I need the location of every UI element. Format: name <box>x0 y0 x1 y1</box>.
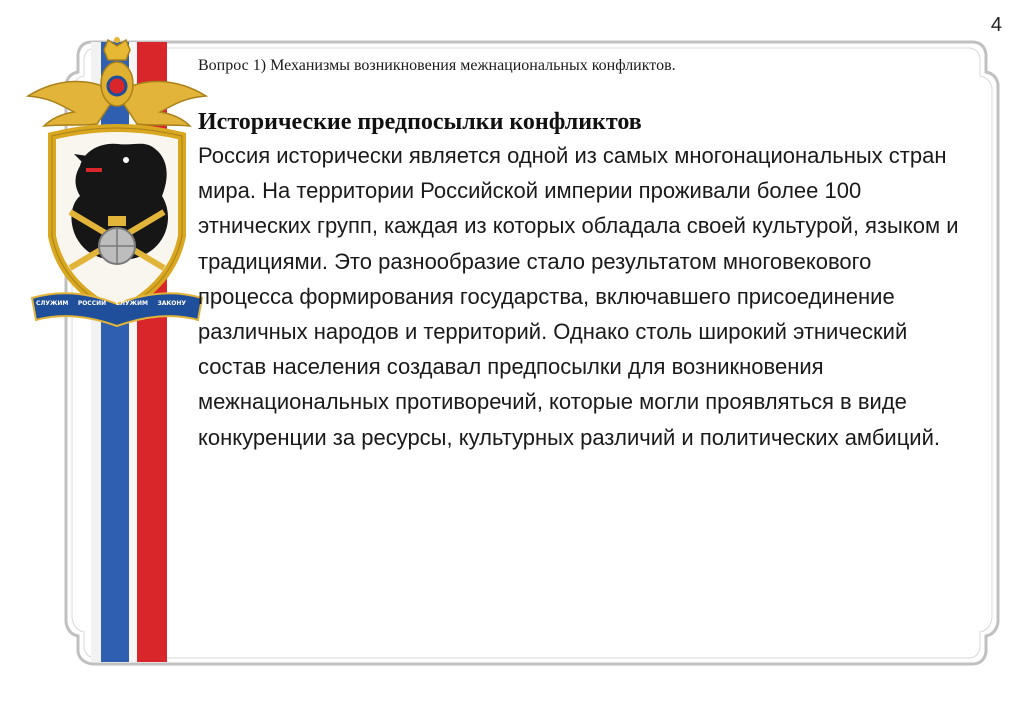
body-paragraph: Россия исторически является одной из самых многонациональных стран мира. На территории Российской империи проживали более 100 этнических групп, каждая из которых обладала своей культурой, языком и традициями. Это разнообразие стало результатом многовекового процесса формирования государства, включавшего присоединение различных народов и территорий. Однако столь широкий этнический состав населения создавал предпосылки для возникновения межнациональных противоречий, которые могли проявляться в виде конкуренции за ресурсы, культурных различий и политических амбиций. <box>198 143 959 450</box>
section-heading: Исторические предпосылки конфликтов <box>198 109 642 135</box>
ribbon-word-4: ЗАКОНУ <box>157 300 186 307</box>
ribbon-word-2: РОССИИ <box>77 300 107 307</box>
ribbon-word-1: СЛУЖИМ <box>36 300 69 307</box>
page-number: 4 <box>990 14 1002 36</box>
question-title: Вопрос 1) Механизмы возникновения межнациональных конфликтов. <box>198 57 676 74</box>
police-emblem-icon <box>22 36 212 336</box>
ribbon-word-3: СЛУЖИМ <box>115 300 148 307</box>
slide-content <box>198 56 978 455</box>
emblem-ribbon-text <box>36 300 186 307</box>
